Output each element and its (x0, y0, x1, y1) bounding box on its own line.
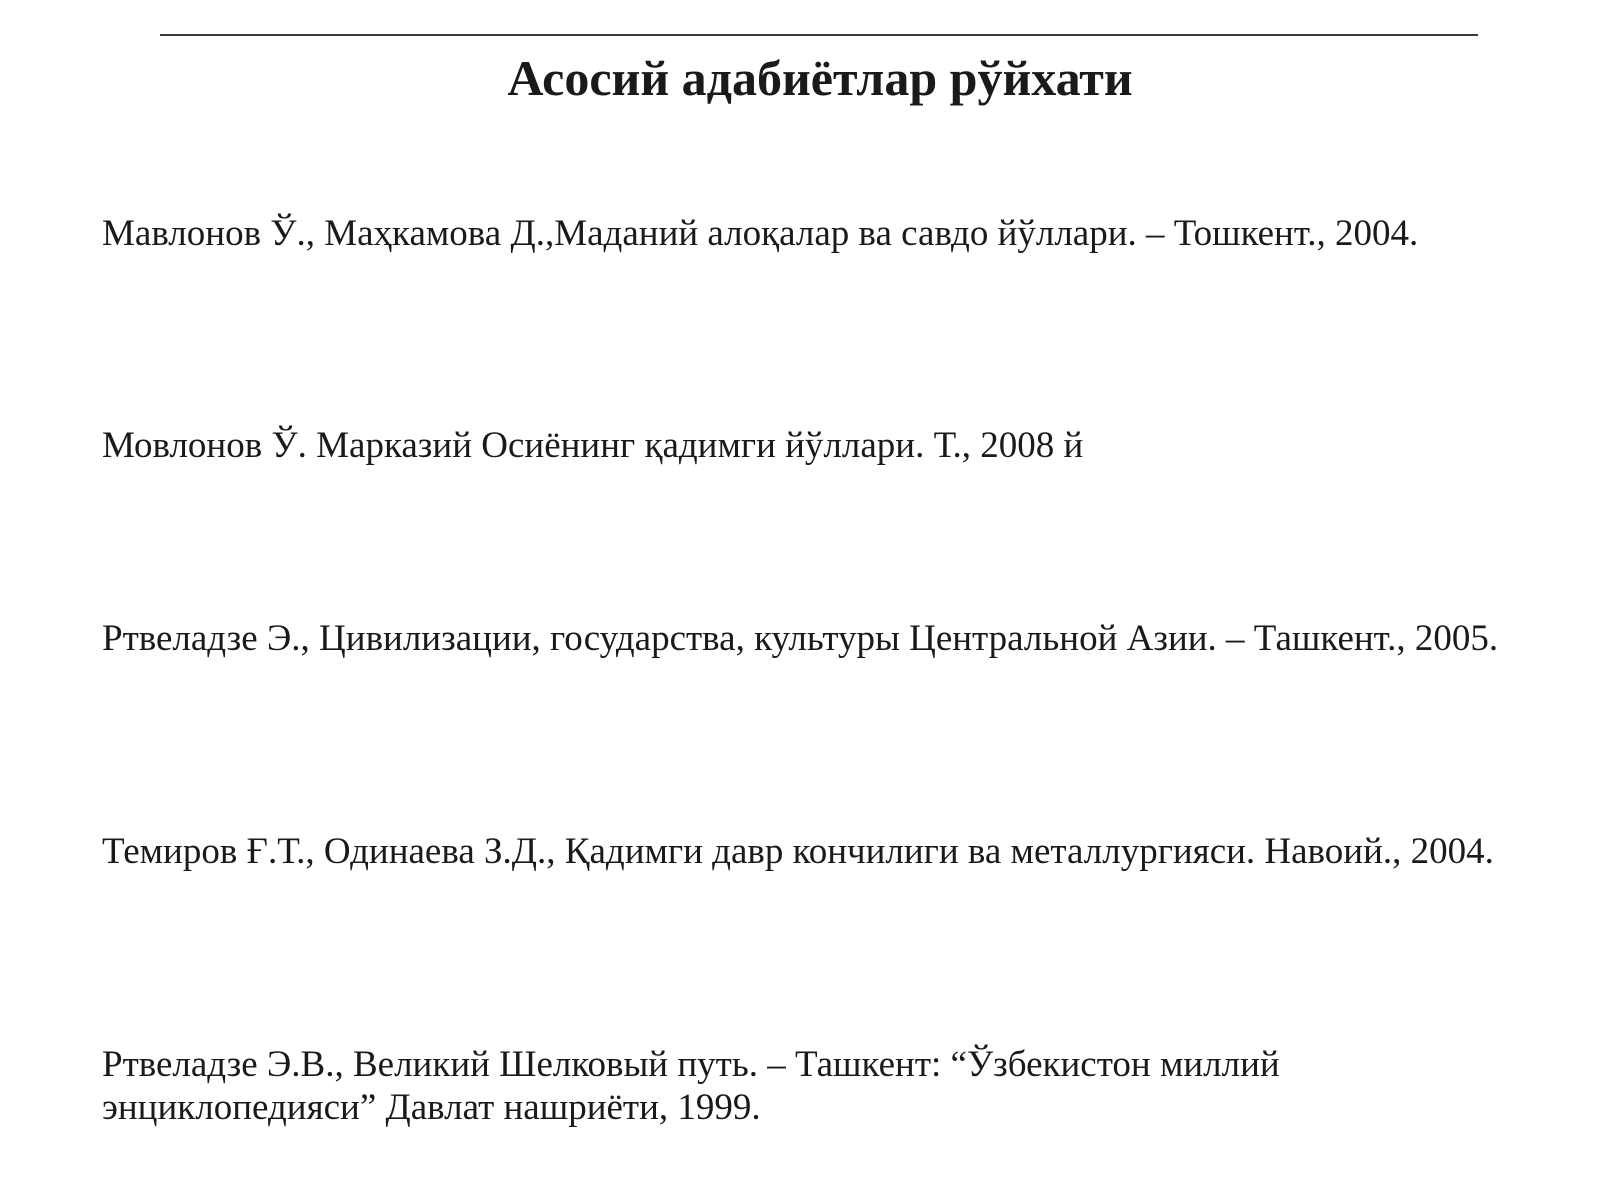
top-divider (160, 34, 1478, 36)
reference-item: Ртвеладзе Э., Цивилизации, государства, культуры Центральной Азии. – Ташкент., 2005. (102, 618, 1499, 659)
reference-item: Мовлонов Ў. Марказий Осиёнинг қадимги йўллари. Т., 2008 й (102, 425, 1084, 466)
reference-item: Мавлонов Ў., Маҳкамова Д.,Маданий алоқалар ва савдо йўллари. – Тошкент., 2004. (102, 213, 1419, 254)
page-title: Асосий адабиётлар рўйхати (507, 50, 1133, 106)
reference-item: Темиров Ғ.Т., Одинаева З.Д., Қадимги давр кончилиги ва металлургияси. Навоий., 2004. (102, 831, 1494, 872)
reference-item: Ртвеладзе Э.В., Великий Шелковый путь. – Ташкент: “Ўзбекистон миллий энциклопедияси” Давлат нашриёти, 1999. (102, 1044, 1280, 1128)
